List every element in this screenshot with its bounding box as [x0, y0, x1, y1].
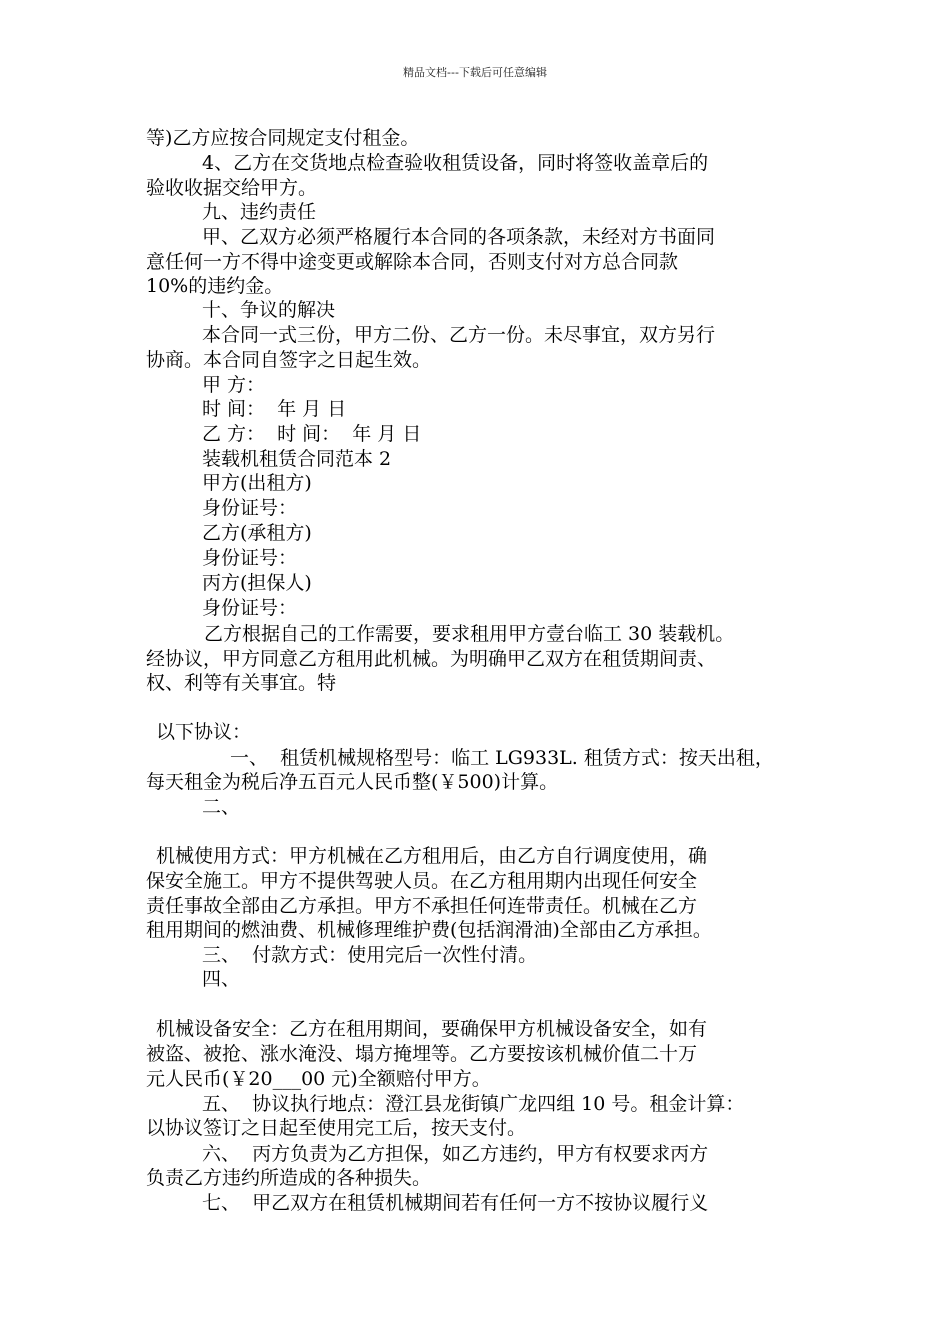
text-line: 权、利等有关事宜。特	[146, 672, 337, 694]
text-line: 一、 租赁机械规格型号：临工 LG933L. 租赁方式：按天出租，	[230, 747, 774, 769]
text-line: 四、	[202, 968, 241, 990]
text-line: 甲方(出租方)	[202, 472, 312, 494]
text-line: 等)乙方应按合同规定支付租金。	[146, 127, 420, 149]
text-line: 被盗、被抢、涨水淹没、塌方掩埋等。乙方要按该机械价值二十万	[146, 1043, 698, 1065]
text-line: 保安全施工。甲方不提供驾驶人员。在乙方租用期内出现任何安全	[146, 870, 698, 892]
text-line: 本合同一式三份，甲方二份、乙方一份。未尽事宜，双方另行	[202, 324, 716, 346]
text-line: 乙 方： 时 间： 年 月 日	[202, 423, 422, 445]
text-line: 乙方(承租方)	[202, 522, 312, 544]
text-line: 身份证号：	[202, 547, 298, 569]
text-line: 机械设备安全：乙方在租用期间，要确保甲方机械设备安全，如有	[156, 1018, 708, 1040]
text-line: 身份证号：	[202, 497, 298, 519]
text-line: 三、 付款方式：使用完后一次性付清。	[202, 944, 538, 966]
text-line: 负责乙方违约所造成的各种损失。	[146, 1167, 432, 1189]
text-line: 4、乙方在交货地点检查验收租赁设备，同时将签收盖章后的	[202, 152, 709, 174]
text-line: 租用期间的燃油费、机械修理维护费(包括润滑油)全部由乙方承担。	[146, 919, 712, 941]
text-line: 甲、乙双方必须严格履行本合同的各项条款，未经对方书面同	[202, 226, 716, 248]
text-line: 责任事故全部由乙方承担。甲方不承担任何连带责任。机械在乙方	[146, 895, 698, 917]
text-line: 十、争议的解决	[202, 299, 336, 321]
text-line: 以协议签订之日起至使用完工后，按天支付。	[146, 1117, 527, 1139]
text-line: 甲 方：	[202, 374, 266, 396]
text-line: 每天租金为税后净五百元人民币整(￥500)计算。	[146, 771, 559, 793]
text-line: 装载机租赁合同范本 2	[202, 448, 392, 470]
text-line: 乙方根据自己的工作需要，要求租用甲方壹台临工 30 装载机。	[204, 623, 735, 645]
text-line: 以下协议：	[156, 721, 252, 743]
text-line: 身份证号：	[202, 597, 298, 619]
text-line: 时 间： 年 月 日	[202, 398, 347, 420]
text-line: 机械使用方式：甲方机械在乙方租用后，由乙方自行调度使用，确	[156, 845, 708, 867]
text-line: 九、违约责任	[202, 201, 317, 223]
text-line: 意任何一方不得中途变更或解除本合同，否则支付对方总合同款	[146, 251, 679, 273]
text-line: 元人民币(￥20___00 元)全额赔付甲方。	[146, 1068, 491, 1090]
text-line: 经协议，甲方同意乙方租用此机械。为明确甲乙双方在租赁期间责、	[146, 648, 717, 670]
text-line: 六、 丙方负责为乙方担保，如乙方违约，甲方有权要求丙方	[202, 1143, 709, 1165]
page-header: 精品文档---下载后可任意编辑	[403, 66, 547, 79]
text-line: 验收收据交给甲方。	[146, 177, 318, 199]
text-line: 协商。本合同自签字之日起生效。	[146, 349, 432, 371]
text-line: 10%的违约金。	[146, 275, 284, 297]
text-line: 五、 协议执行地点：澄江县龙街镇广龙四组 10 号。租金计算：	[202, 1093, 745, 1115]
text-line: 二、	[202, 796, 241, 818]
text-line: 丙方(担保人)	[202, 572, 312, 594]
text-line: 七、 甲乙双方在租赁机械期间若有任何一方不按协议履行义	[202, 1192, 709, 1214]
